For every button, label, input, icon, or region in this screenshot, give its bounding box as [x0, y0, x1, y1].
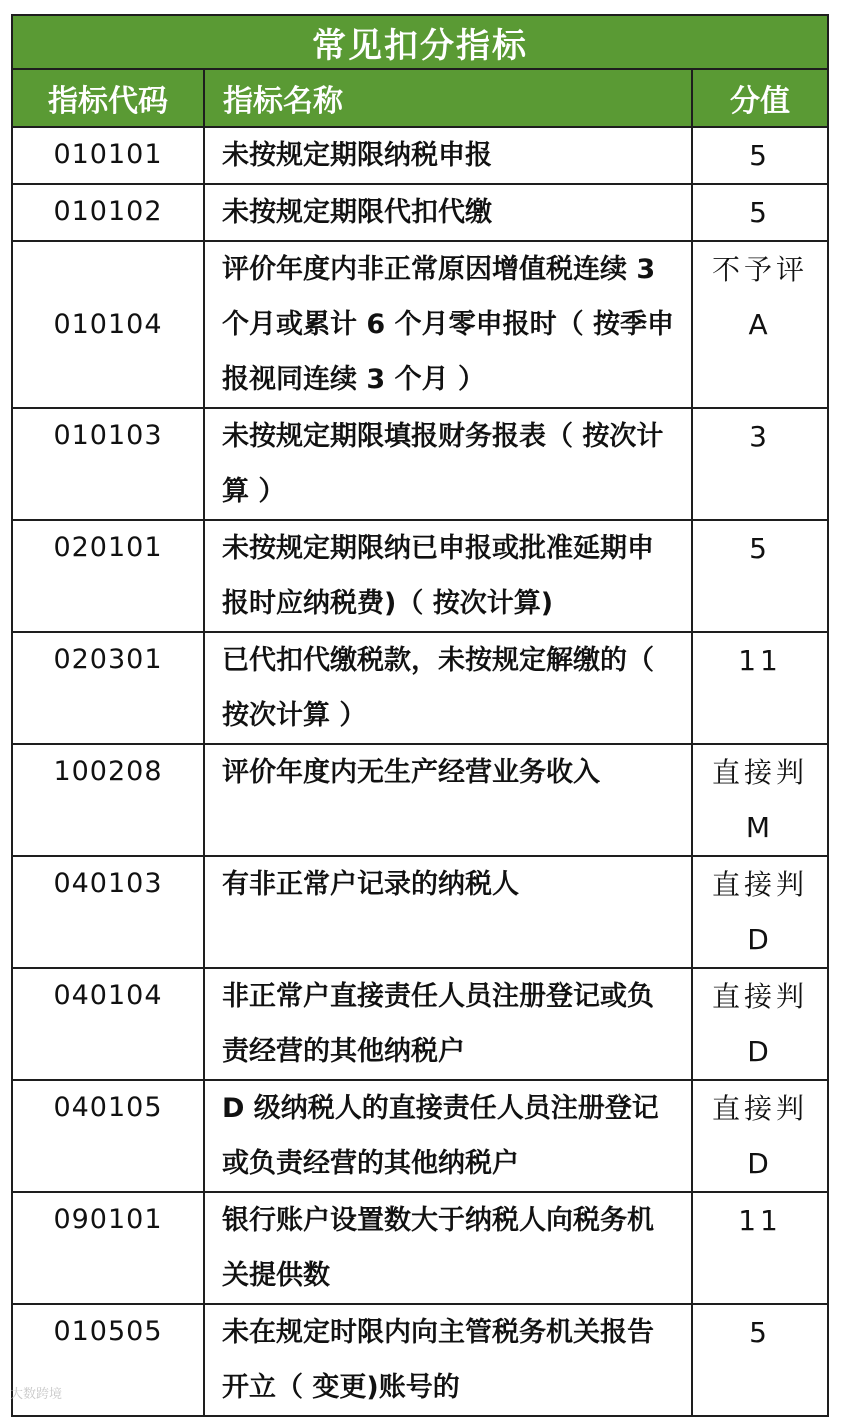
indicator-score [692, 184, 828, 241]
indicator-score [692, 241, 828, 408]
indicator-code: 040104 [12, 968, 204, 1080]
indicator-score [692, 968, 828, 1080]
table-row [12, 968, 828, 1080]
indicator-score [692, 408, 828, 520]
table-row [12, 127, 828, 184]
indicator-score [692, 744, 828, 856]
indicator-score [692, 1080, 828, 1192]
indicator-name [204, 632, 692, 744]
watermark-text: 大数跨境 [10, 1387, 63, 1402]
indicator-code: 020301 [12, 632, 204, 744]
indicator-name-text: 未按规定期限纳税申报 [222, 140, 492, 171]
indicator-name-text: 未按规定期限纳已申报或批准延期申报时应纳税费)（ 按次计算) [222, 533, 654, 619]
indicator-code: 010101 [12, 127, 204, 184]
indicator-name-text: D 级纳税人的直接责任人员注册登记或负责经营的其他纳税户 [222, 1093, 659, 1179]
table-row [12, 632, 828, 744]
column-header-code: 指标代码 [12, 69, 204, 127]
indicator-name [204, 856, 692, 968]
indicator-score [692, 1192, 828, 1304]
indicator-code: 010102 [12, 184, 204, 241]
indicator-code: 020101 [12, 520, 204, 632]
indicator-name [204, 1304, 692, 1416]
indicator-score-text: 5 [749, 1316, 771, 1349]
indicator-name-text: 有非正常户记录的纳税人 [222, 869, 519, 900]
indicator-name-text: 未在规定时限内向主管税务机关报告开立（ 变更)账号的 [222, 1317, 654, 1403]
column-header-row [12, 69, 828, 127]
indicator-score [692, 632, 828, 744]
indicator-name [204, 1080, 692, 1192]
indicator-table-container [11, 14, 827, 1417]
indicator-code: 010103 [12, 408, 204, 520]
table-row [12, 184, 828, 241]
indicator-score-text: 直接判 D [712, 980, 809, 1068]
indicator-name-text: 非正常户直接责任人员注册登记或负责经营的其他纳税户 [222, 981, 654, 1067]
table-row [12, 520, 828, 632]
indicator-code: 090101 [12, 1192, 204, 1304]
indicator-code: 100208 [12, 744, 204, 856]
indicator-name [204, 1192, 692, 1304]
indicator-name-text: 评价年度内非正常原因增值税连续 3 个月或累计 6 个月零申报时（ 按季申报视同连续 3 个月 ） [222, 254, 674, 395]
indicator-name-text: 已代扣代缴税款，未按规定解缴的（ 按次计算 ） [222, 645, 654, 731]
table-row [12, 744, 828, 856]
indicator-name-text: 银行账户设置数大于纳税人向税务机关提供数 [222, 1205, 654, 1291]
deduction-indicator-table [11, 14, 829, 1417]
indicator-score-text: 5 [749, 139, 771, 172]
indicator-score [692, 520, 828, 632]
table-row [12, 408, 828, 520]
table-row [12, 1192, 828, 1304]
indicator-name-text: 评价年度内无生产经营业务收入 [222, 757, 600, 788]
indicator-name [204, 241, 692, 408]
indicator-code: 040105 [12, 1080, 204, 1192]
indicator-name [204, 968, 692, 1080]
indicator-name-text: 未按规定期限代扣代缴 [222, 197, 492, 228]
table-title: 常见扣分指标 [12, 15, 828, 69]
table-row [12, 856, 828, 968]
indicator-code: 010104 [12, 241, 204, 408]
indicator-score [692, 1304, 828, 1416]
table-row [12, 1080, 828, 1192]
indicator-name [204, 520, 692, 632]
indicator-name [204, 184, 692, 241]
indicator-score-text: 直接判 D [712, 868, 809, 956]
indicator-score-text: 不予评 A [712, 253, 809, 341]
indicator-score-text: 11 [738, 1204, 782, 1237]
indicator-name [204, 408, 692, 520]
indicator-score-text: 直接判 D [712, 1092, 809, 1180]
indicator-score-text: 3 [749, 420, 771, 453]
table-row [12, 241, 828, 408]
indicator-score-text: 5 [749, 196, 771, 229]
indicator-score-text: 5 [749, 532, 771, 565]
indicator-score [692, 127, 828, 184]
table-row [12, 1304, 828, 1416]
indicator-score-text: 直接判 M [712, 756, 809, 844]
indicator-name-text: 未按规定期限填报财务报表（ 按次计算 ） [222, 421, 664, 507]
indicator-score-text: 11 [738, 644, 782, 677]
column-header-score: 分值 [692, 69, 828, 127]
indicator-code: 010505 [12, 1304, 204, 1416]
table-title-row [12, 15, 828, 69]
indicator-name [204, 127, 692, 184]
indicator-score [692, 856, 828, 968]
indicator-code: 040103 [12, 856, 204, 968]
indicator-name [204, 744, 692, 856]
column-header-name: 指标名称 [204, 69, 692, 127]
